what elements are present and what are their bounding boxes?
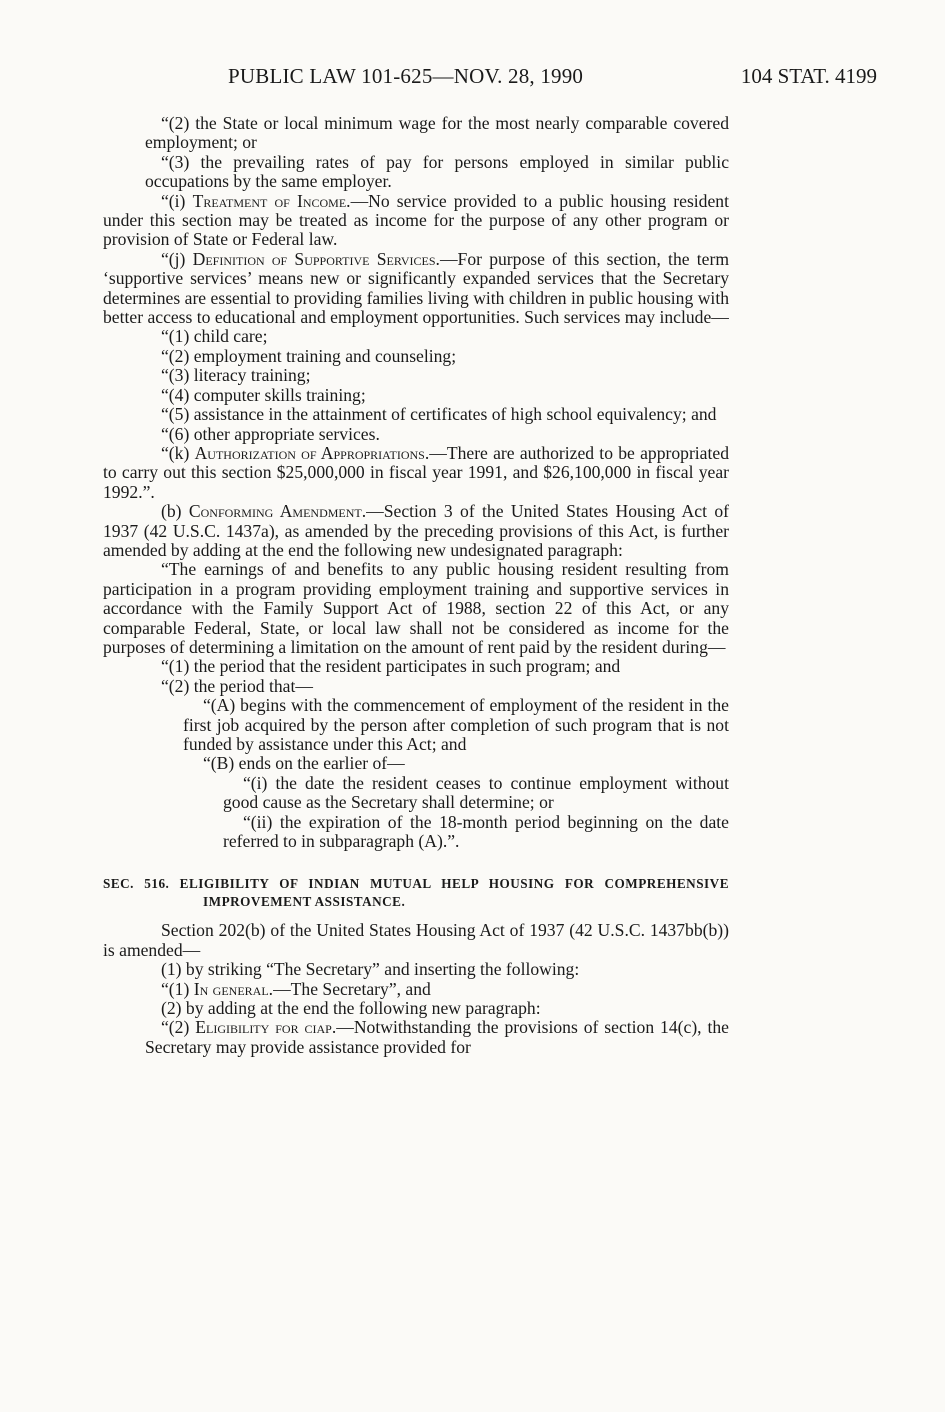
clause-1-participation-period: “(1) the period that the resident participates in such program; and [161, 656, 621, 677]
amendment-1-in-general: “(1) In general.—The Secretary”, and [161, 978, 431, 999]
amendment-2-adding: (2) by adding at the end the following new paragraph: [161, 998, 541, 1019]
list-item: “(3) literacy training; [161, 365, 311, 386]
subsection-heading: Eligibility for ciap. [195, 1017, 337, 1038]
subsection-heading: Conforming Amendment. [188, 501, 367, 522]
subsection-i-treatment-of-income: “(i) Treatment of Income.—No service provided to a public housing resident under this section may be treated as income for the purpose of any other program or provision of State or Federal law. [103, 190, 729, 250]
clause-i-ceases: “(i) the date the resident ceases to continue employment without good cause as the Secretary shall determine; or [223, 772, 729, 813]
header-stat-reference: 104 STAT. 4199 [740, 64, 877, 88]
subsection-heading: Treatment of Income. [192, 190, 351, 211]
section-516-intro: Section 202(b) of the United States Housing Act of 1937 (42 U.S.C. 1437bb(b)) is amended— [103, 920, 729, 960]
amendment-1-striking: (1) by striking “The Secretary” and inserting the following: [161, 959, 580, 980]
quoted-paragraph-earnings: “The earnings of and benefits to any public housing resident resulting from participation in a program providing employment training and supportive services in accordance with the Family Support Act of 1988, section 22 of this Act, or any comparable Federal, State, or local law shall not be considered as income for the purposes of determining a limitation on the amount of rent paid by the resident during— [103, 559, 729, 657]
list-item: “(6) other appropriate services. [161, 423, 380, 444]
page-header [0, 64, 945, 94]
section-516-heading: SEC. 516. ELIGIBILITY OF INDIAN MUTUAL HELP HOUSING FOR COMPREHENSIVE IMPROVEMENT ASSISTANCE. [103, 876, 729, 910]
list-item: “(2) employment training and counseling; [161, 345, 457, 366]
clause-b-ends: “(B) ends on the earlier of— [203, 753, 405, 774]
paragraph-3-prevailing-rates: “(3) the prevailing rates of pay for persons employed in similar public occupations by the same employer. [145, 151, 729, 192]
subsection-heading: Definition of Supportive Services. [192, 248, 440, 269]
clause-ii-expiration: “(ii) the expiration of the 18-month period beginning on the date referred to in subparagraph (A).”. [223, 811, 729, 852]
amendment-2-eligibility-for-ciap: “(2) Eligibility for ciap.—Notwithstanding the provisions of section 14(c), the Secretary may provide assistance provided for [145, 1017, 729, 1057]
subsection-b-conforming-amendment: (b) Conforming Amendment.—Section 3 of the United States Housing Act of 1937 (42 U.S.C. 1437a), as amended by the preceding provisions of this Act, is further amended by adding at the end the following new undesignated paragraph: [103, 501, 729, 560]
subsection-heading: Authorization of Appropriations. [194, 442, 430, 463]
header-title: PUBLIC LAW 101-625—NOV. 28, 1990 [228, 64, 584, 88]
clause-a-begins: “(A) begins with the commencement of employment of the resident in the first job acquired by the person after completion of such program that is not funded by assistance under this Act; and [183, 695, 729, 754]
subsection-heading: In general. [193, 978, 274, 999]
list-item: “(5) assistance in the attainment of certificates of high school equivalency; and [161, 404, 717, 425]
document-body [103, 114, 729, 1057]
subsection-j-supportive-services: “(j) Definition of Supportive Services.—For purpose of this section, the term ‘supportive services’ means new or significantly expanded services that the Secretary determines are essential to providing families living with children in public housing with better access to educational and employment opportunities. Such services may include— [103, 248, 730, 328]
subsection-k-authorization: “(k) Authorization of Appropriations.—There are authorized to be appropriated to carry out this section $25,000,000 in fiscal year 1991, and $26,100,000 in fiscal year 1992.”. [103, 442, 729, 502]
list-item: “(1) child care; [161, 326, 268, 347]
clause-2-period: “(2) the period that— [161, 675, 313, 696]
paragraph-2-min-wage: “(2) the State or local minimum wage for the most nearly comparable covered employment; or [145, 113, 729, 153]
list-item: “(4) computer skills training; [161, 384, 366, 405]
